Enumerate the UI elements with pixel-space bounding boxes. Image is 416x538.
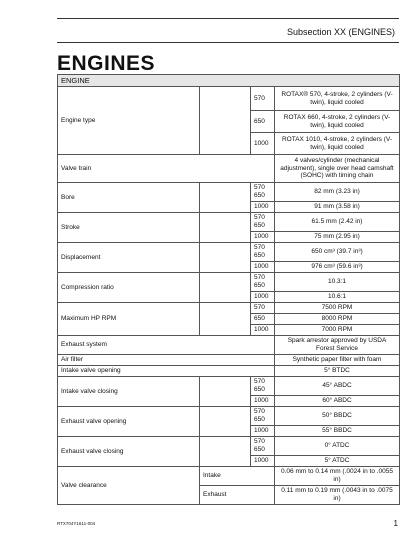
row-label-exhaust-valve-closing: Exhaust valve closing — [58, 437, 200, 467]
page-title: ENGINES — [57, 52, 156, 75]
model-cell: 1000 — [251, 133, 275, 155]
table-row — [58, 87, 400, 111]
row-label-stroke: Stroke — [58, 213, 200, 243]
document-code: RTX704Y1611-004 — [57, 521, 96, 526]
section-header-label: ENGINE — [58, 75, 400, 87]
row-label-exhaust-system: Exhaust system — [58, 336, 275, 355]
subsection-header: Subsection XX (ENGINES) — [286, 27, 395, 37]
table-row — [58, 336, 400, 355]
model-cell: 1000 — [251, 262, 275, 273]
table-row — [58, 213, 400, 232]
model-cell: 1000 — [251, 396, 275, 407]
model-cell: 570 650 — [251, 243, 275, 262]
value-cell: 60° ABDC — [275, 396, 400, 407]
row-label-displacement: Displacement — [58, 243, 200, 273]
row-label-valve-train: Valve train — [58, 155, 275, 183]
value-cell: 45° ABDC — [275, 377, 400, 396]
value-cell: Synthetic paper filter with foam — [275, 355, 400, 366]
model-cell: 570 650 — [251, 437, 275, 456]
model-cell: 1000 — [251, 456, 275, 467]
model-cell: 1000 — [251, 232, 275, 243]
row-label-engine-type: Engine type — [58, 87, 200, 155]
value-cell: 10.6:1 — [275, 292, 400, 303]
row-label-valve-clearance: Valve clearance — [58, 467, 200, 505]
model-cell: 570 — [251, 87, 275, 111]
table-row — [58, 183, 400, 202]
model-cell: 570 650 — [251, 273, 275, 292]
engine-spec-table — [57, 74, 400, 505]
model-cell: 570 650 — [251, 407, 275, 426]
value-cell: 0° ATDC — [275, 437, 400, 456]
table-row — [58, 366, 400, 377]
value-cell: ROTAX 1010, 4-stroke, 2 cylinders (V-twin), liquid cooled — [275, 133, 400, 155]
page-number: 1 — [393, 519, 398, 528]
table-section-header — [58, 75, 400, 87]
value-cell: 5° BTDC — [275, 366, 400, 377]
value-cell: 50° BBDC — [275, 407, 400, 426]
row-label-bore: Bore — [58, 183, 200, 213]
valve-clearance-intake-label: Intake — [200, 467, 275, 486]
row-label-air-filter: Air filter — [58, 355, 275, 366]
table-row — [58, 407, 400, 426]
value-cell: ROTAX 660, 4-stroke, 2 cylinders (V-twin), liquid cooled — [275, 111, 400, 133]
row-label-intake-valve-closing: Intake valve closing — [58, 377, 200, 407]
value-cell: 976 cm³ (59.6 in³) — [275, 262, 400, 273]
header-rule-top — [57, 18, 399, 19]
value-cell: 7500 RPM — [275, 303, 400, 314]
value-cell: 10.3:1 — [275, 273, 400, 292]
value-cell: 82 mm (3.23 in) — [275, 183, 400, 202]
value-cell: 4 valves/cylinder (mechanical adjustment), single over head camshaft (SOHC) with timing chain — [275, 155, 400, 183]
table-row — [58, 273, 400, 292]
valve-clearance-exhaust-label: Exhaust — [200, 486, 275, 505]
value-cell: Spark arrestor approved by USDA Forest Service — [275, 336, 400, 355]
model-cell: 1000 — [251, 292, 275, 303]
value-cell: 7000 RPM — [275, 325, 400, 336]
value-cell: 61.5 mm (2.42 in) — [275, 213, 400, 232]
model-cell: 570 — [251, 303, 275, 314]
table-row — [58, 377, 400, 396]
value-cell: 5° ATDC — [275, 456, 400, 467]
model-cell: 570 650 — [251, 183, 275, 202]
value-cell: 8000 RPM — [275, 314, 400, 325]
row-label-max-hp-rpm: Maximum HP RPM — [58, 303, 200, 336]
row-label-intake-valve-opening: Intake valve opening — [58, 366, 275, 377]
table-row — [58, 355, 400, 366]
value-cell: 0.11 mm to 0.19 mm (.0043 in to .0075 in) — [275, 486, 400, 505]
model-cell: 650 — [251, 111, 275, 133]
model-cell: 650 — [251, 314, 275, 325]
value-cell: 0.06 mm to 0.14 mm (.0024 in to .0055 in) — [275, 467, 400, 486]
table-row — [58, 303, 400, 314]
model-cell: 1000 — [251, 426, 275, 437]
model-cell: 1000 — [251, 202, 275, 213]
model-cell: 1000 — [251, 325, 275, 336]
table-row — [58, 243, 400, 262]
model-cell: 570 650 — [251, 213, 275, 232]
table-row — [58, 155, 400, 183]
table-row — [58, 467, 400, 486]
value-cell: 55° BBDC — [275, 426, 400, 437]
header-rule-bottom — [57, 42, 399, 43]
model-cell: 570 650 — [251, 377, 275, 396]
value-cell: 75 mm (2.95 in) — [275, 232, 400, 243]
value-cell: ROTAX® 570, 4-stroke, 2 cylinders (V-twin), liquid cooled — [275, 87, 400, 111]
row-label-compression-ratio: Compression ratio — [58, 273, 200, 303]
value-cell: 91 mm (3.58 in) — [275, 202, 400, 213]
value-cell: 650 cm³ (39.7 in³) — [275, 243, 400, 262]
row-label-exhaust-valve-opening: Exhaust valve opening — [58, 407, 200, 437]
table-row — [58, 437, 400, 456]
